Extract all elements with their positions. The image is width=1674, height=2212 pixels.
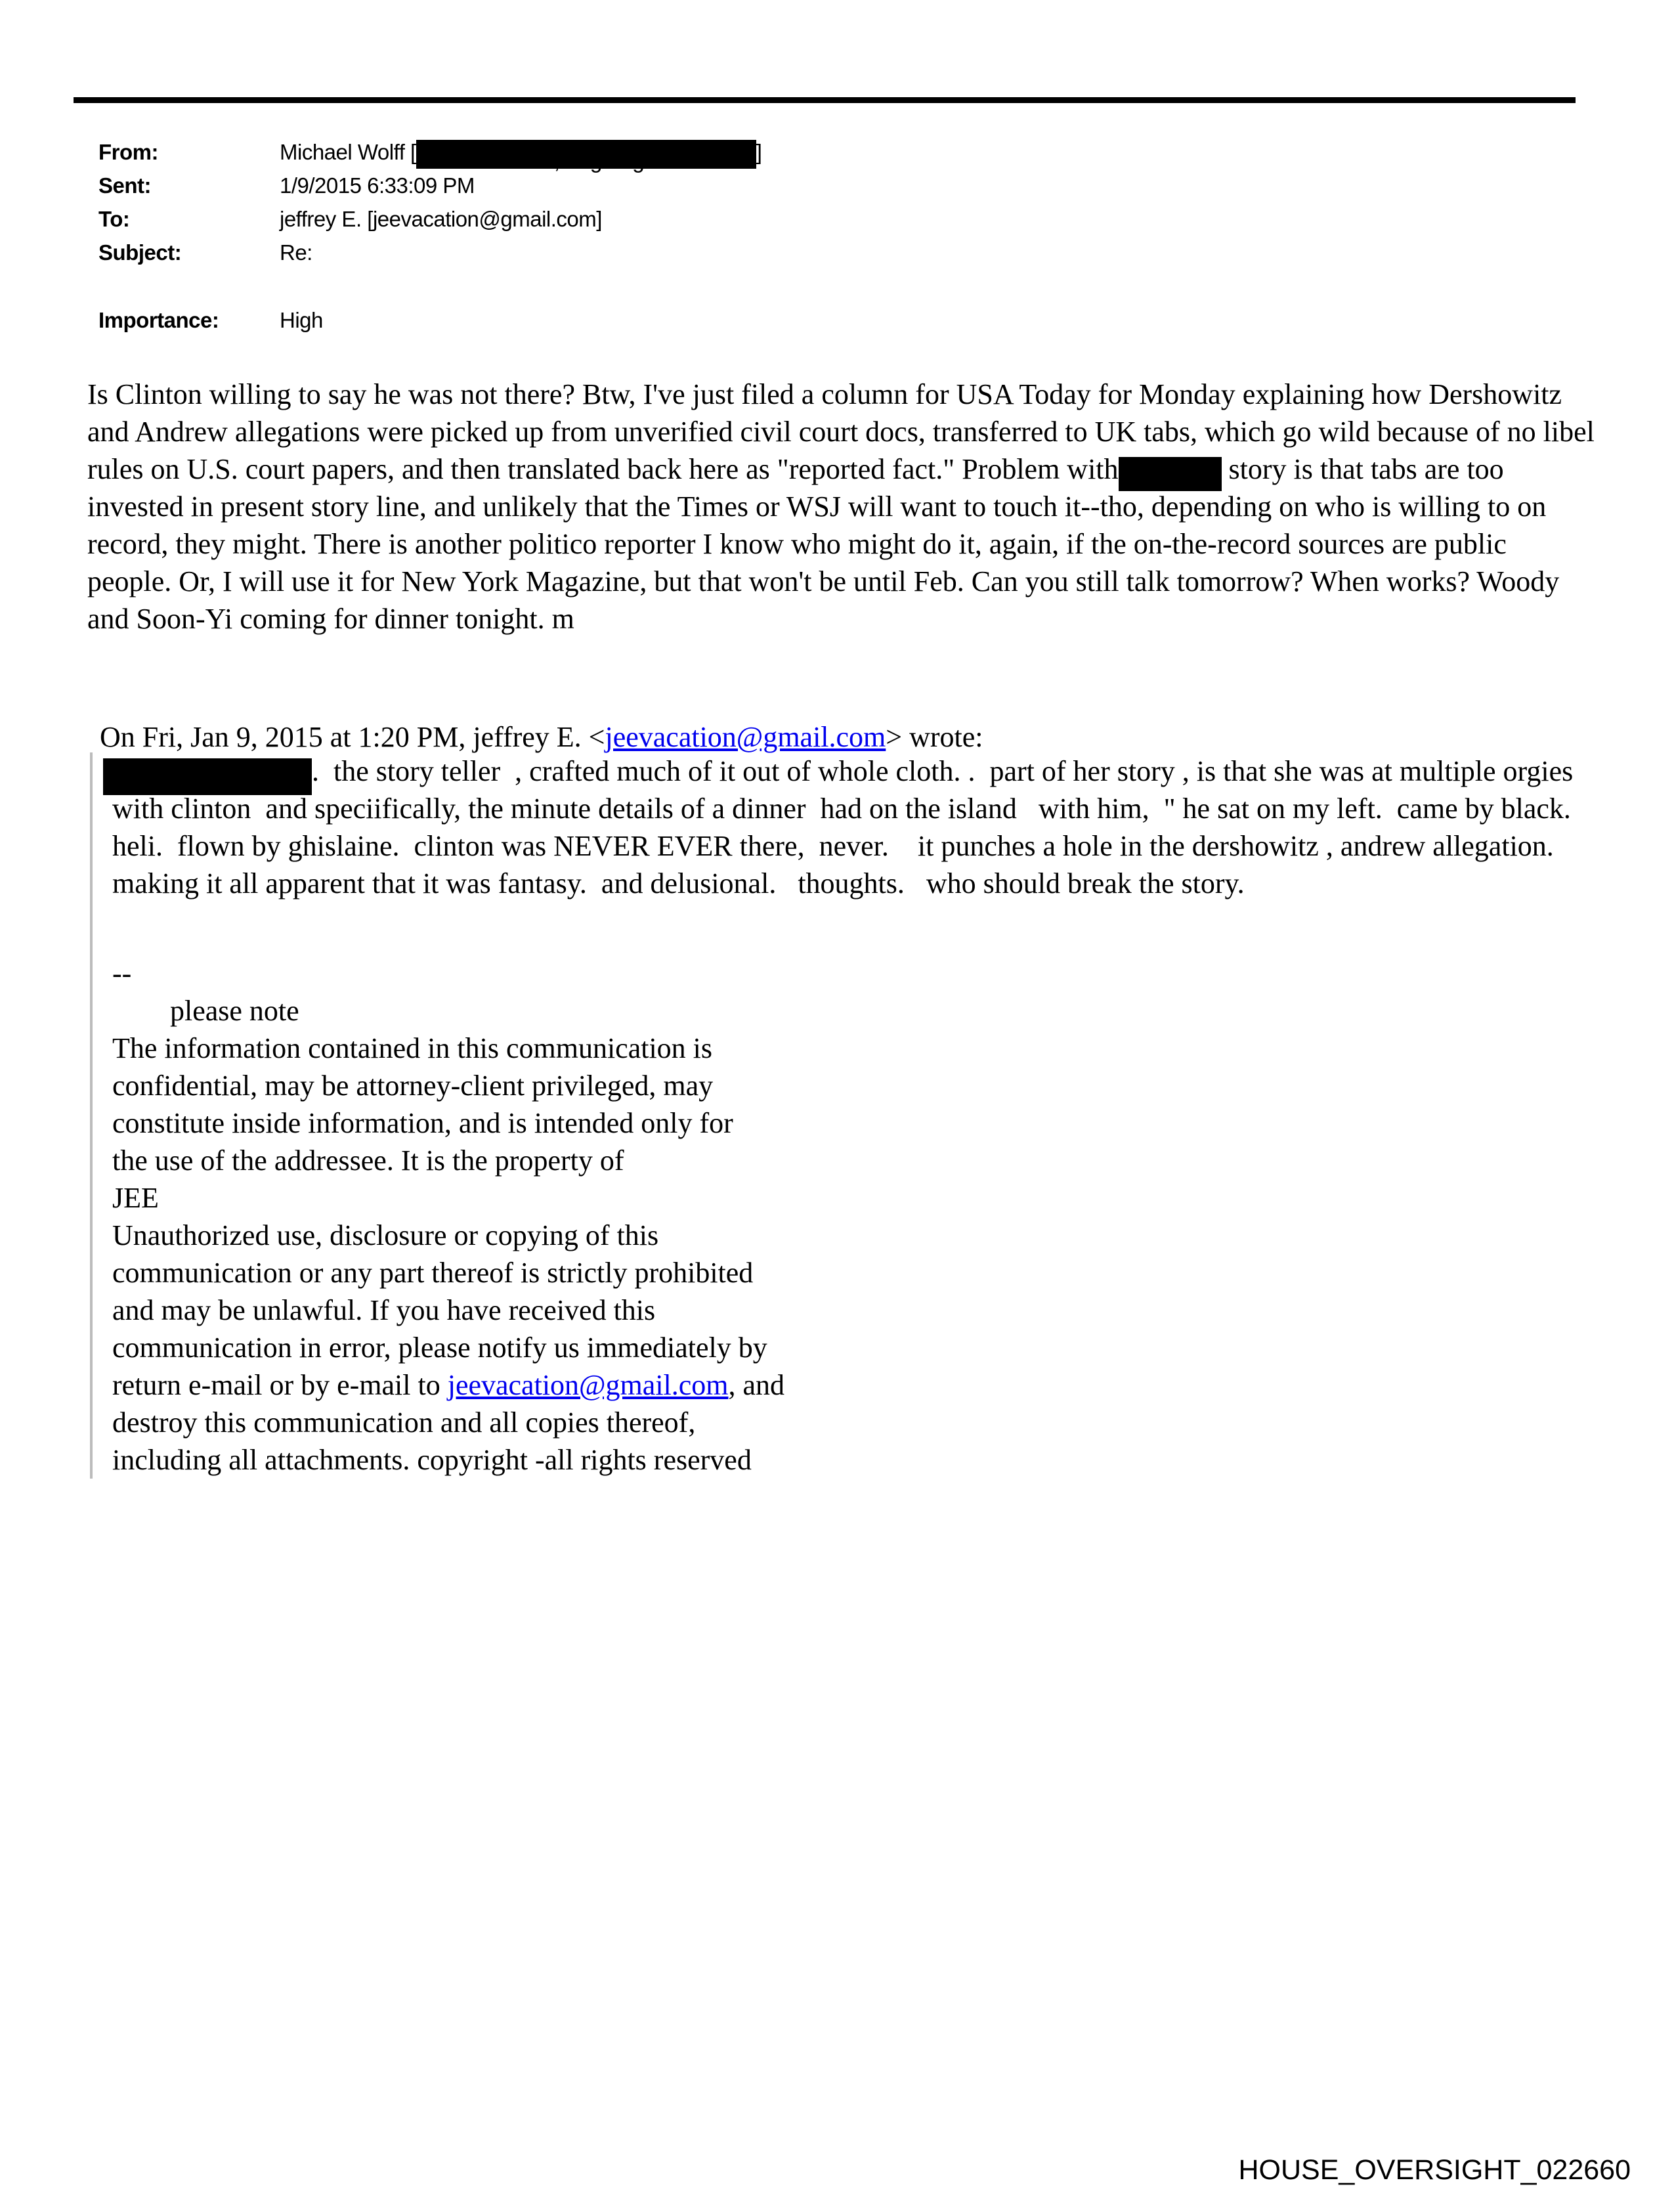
sent-value: 1/9/2015 6:33:09 PM: [280, 173, 475, 198]
quote-attribution-line: [100, 718, 1636, 756]
attribution-email-link[interactable]: jeevacation@gmail.com: [605, 721, 886, 753]
header-field-from: [98, 135, 762, 173]
disclaimer-line: confidential, may be attorney-client privileged, may: [112, 1070, 714, 1102]
attribution-text-suffix: > wrote:: [886, 721, 983, 753]
disclaimer-line-with-link: [112, 1366, 900, 1404]
bates-number-stamp: HOUSE_OVERSIGHT_022660: [1238, 2154, 1631, 2186]
header-field-to: [98, 202, 762, 236]
disclaimer-line: including all attachments. copyright -all rights reserved: [112, 1444, 752, 1476]
header-spacer: [98, 269, 762, 303]
disclaimer-line: communication or any part thereof is strictly prohibited: [112, 1257, 754, 1289]
header-field-sent: [98, 169, 762, 202]
importance-label: Importance:: [98, 308, 219, 332]
quote-text-after-redaction: . the story teller , crafted much of it out of whole cloth. . part of her story , is that she was at multiple orgies with clinton and speciifically, the minute details of a dinner had on the island with him, " he sat on my left. came by black. heli. flown by ghislaine. clinton was NEVER EVER there, never. it punches a hole in the dershowitz , andrew allegation. making it all apparent that it was fantasy. and delusional. thoughts. who should break the story.: [112, 755, 1581, 900]
redaction-box-quote: [103, 758, 312, 795]
redaction-box-from: [416, 140, 756, 173]
body-text-before-redaction: Is Clinton willing to say he was not there? Btw, I've just filed a column for USA Today for Monday explaining how Dershowitz and Andrew allegations were picked up from unverified civil court docs, transferred to UK tabs, which go wild because of no libel rules on U.S. court papers, and then translated back here as "reported fact." Problem with: [87, 378, 1602, 485]
disclaimer-link-line-before: return e-mail or by e-mail to: [112, 1369, 448, 1401]
subject-label: Subject:: [98, 240, 182, 265]
header-field-importance: [98, 303, 762, 337]
disclaimer-line: JEE: [112, 1182, 159, 1214]
disclaimer-line: communication in error, please notify us immediately by: [112, 1332, 767, 1364]
to-value: jeffrey E. [jeevacation@gmail.com]: [280, 207, 602, 231]
top-divider-rule: [74, 97, 1576, 103]
disclaimer-line: The information contained in this communication is: [112, 1032, 713, 1064]
disclaimer-line: destroy this communication and all copies thereof,: [112, 1406, 696, 1439]
to-label: To:: [98, 207, 130, 231]
subject-value: Re:: [280, 240, 312, 265]
header-field-subject: [98, 236, 762, 269]
from-value-prefix: Michael Wolff [: [280, 140, 416, 164]
importance-value: High: [280, 308, 323, 332]
email-header: [98, 135, 762, 337]
disclaimer-line: constitute inside information, and is intended only for: [112, 1107, 733, 1139]
disclaimer-line: and may be unlawful. If you have received this: [112, 1294, 656, 1326]
disclaimer-link-line-after: , and: [728, 1369, 785, 1401]
sent-label: Sent:: [98, 173, 151, 198]
disclaimer-email-link[interactable]: jeevacation@gmail.com: [447, 1369, 729, 1401]
redaction-box-inline: [1119, 457, 1222, 491]
signature-note: please note: [170, 995, 299, 1027]
quoted-message-text: [112, 752, 1622, 902]
redaction-remnant-text: , g g: [553, 148, 656, 173]
body-text-after-redaction: story is that tabs are too invested in present story line, and unlikely that the Times or WSJ will want to touch it--tho, depending on who is willing to on record, they might. There is another politico reporter I know who might do it, again, if the on-the-record sources are public people. Or, I will use it for New York Magazine, but that won't be until Feb. Can you still talk tomorrow? When works? Woody and Soon-Yi coming for dinner tonight. m: [87, 453, 1567, 635]
disclaimer-line: Unauthorized use, disclosure or copying of this: [112, 1219, 659, 1251]
from-label: From:: [98, 140, 158, 164]
quoted-message-block: [90, 752, 1642, 1479]
disclaimer-line: the use of the addressee. It is the property of: [112, 1144, 624, 1177]
from-value-suffix: ]: [756, 140, 762, 164]
signature-delimiter: --: [112, 957, 132, 989]
email-body-paragraph: [87, 376, 1602, 638]
attribution-text-prefix: On Fri, Jan 9, 2015 at 1:20 PM, jeffrey E. <: [100, 721, 605, 753]
